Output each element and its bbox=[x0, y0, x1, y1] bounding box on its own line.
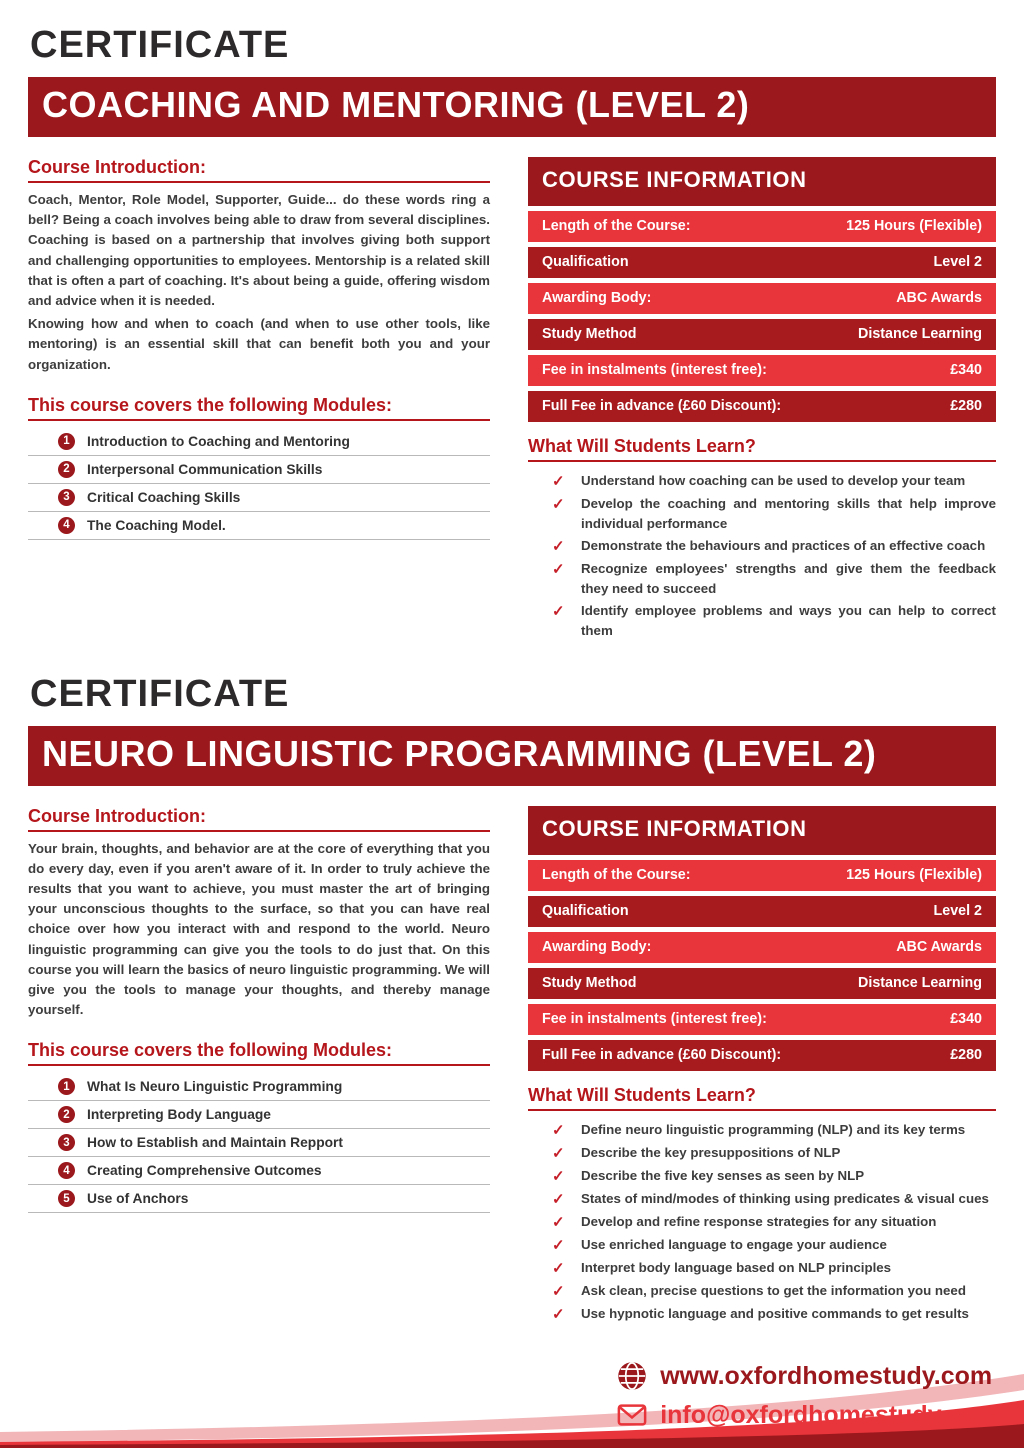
learn-item bbox=[552, 1258, 996, 1279]
website-line bbox=[617, 1361, 992, 1391]
checkmark-icon: ✓ bbox=[552, 602, 565, 620]
module-label: Use of Anchors bbox=[87, 1191, 189, 1207]
course-info-row bbox=[528, 932, 996, 963]
course-info-row bbox=[528, 355, 996, 386]
module-item bbox=[28, 428, 490, 456]
learn-text: Define neuro linguistic programming (NLP) and its key terms bbox=[581, 1121, 966, 1137]
course-info-value: £340 bbox=[950, 1010, 982, 1027]
modules-list bbox=[28, 1073, 490, 1213]
learn-item bbox=[552, 1120, 996, 1141]
learn-text: Use hypnotic language and positive commands to get results bbox=[581, 1305, 969, 1321]
course-title-banner: NEURO LINGUISTIC PROGRAMMING (LEVEL 2) bbox=[28, 726, 996, 786]
module-label: Introduction to Coaching and Mentoring bbox=[87, 433, 350, 449]
website-link[interactable]: www.oxfordhomestudy.com bbox=[660, 1361, 993, 1390]
course-info-row bbox=[528, 860, 996, 891]
course-section-coaching bbox=[28, 24, 996, 643]
learn-item bbox=[552, 536, 996, 557]
learn-text: Describe the five key senses as seen by NLP bbox=[581, 1167, 865, 1183]
course-info-value: £280 bbox=[950, 1046, 982, 1063]
checkmark-icon: ✓ bbox=[552, 560, 565, 578]
learn-text: Use enriched language to engage your audience bbox=[581, 1236, 887, 1252]
course-info-label: Length of the Course: bbox=[542, 866, 691, 883]
left-column bbox=[28, 806, 490, 1214]
learn-item bbox=[552, 1166, 996, 1187]
course-info-label: Awarding Body: bbox=[542, 938, 652, 955]
module-label: Interpersonal Communication Skills bbox=[87, 461, 323, 477]
modules-heading: This course covers the following Modules: bbox=[28, 1040, 490, 1066]
email-line bbox=[617, 1400, 998, 1430]
module-number-badge: 3 bbox=[58, 1134, 75, 1151]
left-column bbox=[28, 157, 490, 540]
intro-paragraph: Coach, Mentor, Role Model, Supporter, Guide... do these words ring a bell? Being a coach involves being able to draw from several disciplines. Coaching is based on a partnership that involves giving both support and challenging opportunities to employees. Mentorship is a related skill that is often a part of coaching. It's about being a guide, offering wisdom and advice when it is needed. bbox=[28, 192, 490, 309]
course-info-row bbox=[528, 319, 996, 350]
learn-item bbox=[552, 1304, 996, 1325]
course-info-label: Full Fee in advance (£60 Discount): bbox=[542, 1046, 782, 1063]
module-item bbox=[28, 512, 490, 540]
learn-text: States of mind/modes of thinking using predicates & visual cues bbox=[581, 1190, 989, 1206]
course-info-row bbox=[528, 211, 996, 242]
course-info-label: Length of the Course: bbox=[542, 218, 691, 234]
learn-text: Recognize employees' strengths and give them the feedback they need to succeed bbox=[581, 560, 996, 596]
course-info-row bbox=[528, 896, 996, 927]
course-section-nlp bbox=[28, 673, 996, 1327]
learn-text: Develop the coaching and mentoring skills that help improve individual performance bbox=[581, 496, 996, 531]
module-number-badge: 3 bbox=[58, 489, 75, 506]
course-information-header: COURSE INFORMATION bbox=[528, 157, 996, 206]
module-number-badge: 2 bbox=[58, 461, 75, 478]
learn-list bbox=[528, 471, 996, 641]
course-info-row bbox=[528, 391, 996, 422]
globe-icon bbox=[617, 1361, 647, 1391]
learn-item bbox=[552, 494, 996, 534]
course-info-label: Qualification bbox=[542, 254, 629, 270]
course-info-value: £280 bbox=[950, 398, 982, 414]
module-label: The Coaching Model. bbox=[87, 517, 226, 533]
course-info-value: 125 Hours (Flexible) bbox=[846, 218, 982, 234]
module-number-badge: 5 bbox=[58, 1190, 75, 1207]
module-label: How to Establish and Maintain Repport bbox=[87, 1135, 344, 1151]
course-intro-heading: Course Introduction: bbox=[28, 806, 490, 832]
checkmark-icon: ✓ bbox=[552, 1190, 565, 1208]
course-info-value: Distance Learning bbox=[858, 974, 982, 991]
checkmark-icon: ✓ bbox=[552, 1121, 565, 1139]
checkmark-icon: ✓ bbox=[552, 537, 565, 555]
module-label: Interpreting Body Language bbox=[87, 1107, 271, 1123]
module-label: What Is Neuro Linguistic Programming bbox=[87, 1079, 343, 1095]
right-column bbox=[528, 806, 996, 1327]
learn-heading: What Will Students Learn? bbox=[528, 436, 996, 462]
intro-paragraph: Knowing how and when to coach (and when to use other tools, like mentoring) is an essential skill that can benefit both you and your organization. bbox=[28, 316, 490, 372]
course-info-label: Qualification bbox=[542, 902, 629, 919]
learn-item bbox=[552, 559, 996, 599]
learn-text: Describe the key presuppositions of NLP bbox=[581, 1144, 841, 1160]
learn-text: Understand how coaching can be used to develop your team bbox=[581, 473, 966, 488]
course-info-row bbox=[528, 283, 996, 314]
certificate-heading: CERTIFICATE bbox=[30, 24, 290, 66]
module-number-badge: 1 bbox=[58, 1078, 75, 1095]
course-info-row bbox=[528, 1040, 996, 1071]
module-label: Critical Coaching Skills bbox=[87, 489, 241, 505]
learn-text: Demonstrate the behaviours and practices of an effective coach bbox=[581, 537, 986, 553]
course-information-header: COURSE INFORMATION bbox=[528, 806, 996, 855]
course-info-value: ABC Awards bbox=[896, 290, 982, 306]
course-info-label: Study Method bbox=[542, 326, 637, 342]
course-intro-heading: Course Introduction: bbox=[28, 157, 490, 183]
checkmark-icon: ✓ bbox=[552, 1213, 565, 1231]
module-number-badge: 1 bbox=[58, 433, 75, 450]
learn-item bbox=[552, 601, 996, 641]
certificate-heading: CERTIFICATE bbox=[30, 672, 290, 715]
footer-contact bbox=[617, 1361, 998, 1430]
checkmark-icon: ✓ bbox=[552, 1144, 565, 1162]
course-info-label: Fee in instalments (interest free): bbox=[542, 362, 767, 378]
checkmark-icon: ✓ bbox=[552, 1167, 565, 1185]
module-item bbox=[28, 1073, 490, 1101]
learn-item bbox=[552, 471, 996, 492]
modules-list bbox=[28, 428, 490, 540]
course-intro-text bbox=[28, 190, 490, 375]
course-info-row bbox=[528, 1004, 996, 1035]
course-info-row bbox=[528, 247, 996, 278]
right-column bbox=[528, 157, 996, 643]
checkmark-icon: ✓ bbox=[552, 473, 565, 490]
learn-text: Interpret body language based on NLP principles bbox=[581, 1259, 892, 1275]
learn-item bbox=[552, 1189, 996, 1210]
checkmark-icon: ✓ bbox=[552, 1259, 565, 1277]
checkmark-icon: ✓ bbox=[552, 1282, 565, 1300]
module-number-badge: 4 bbox=[58, 1162, 75, 1179]
course-info-value: Level 2 bbox=[933, 902, 982, 919]
modules-heading: This course covers the following Modules: bbox=[28, 395, 490, 421]
learn-text: Develop and refine response strategies for any situation bbox=[581, 1213, 937, 1229]
course-information-table bbox=[528, 211, 996, 422]
learn-item bbox=[552, 1143, 996, 1164]
checkmark-icon: ✓ bbox=[552, 1236, 565, 1254]
learn-list bbox=[528, 1120, 996, 1325]
learn-text: Ask clean, precise questions to get the information you need bbox=[581, 1282, 966, 1298]
course-info-row bbox=[528, 968, 996, 999]
checkmark-icon: ✓ bbox=[552, 1305, 565, 1323]
learn-item bbox=[552, 1281, 996, 1302]
course-info-value: Level 2 bbox=[933, 254, 982, 270]
checkmark-icon: ✓ bbox=[552, 496, 565, 513]
course-info-value: £340 bbox=[950, 362, 982, 378]
module-item bbox=[28, 1129, 490, 1157]
course-title-banner: COACHING AND MENTORING (LEVEL 2) bbox=[28, 77, 996, 137]
course-info-label: Fee in instalments (interest free): bbox=[542, 1010, 767, 1027]
module-number-badge: 4 bbox=[58, 517, 75, 534]
course-info-label: Study Method bbox=[542, 974, 637, 991]
module-item bbox=[28, 484, 490, 512]
module-item bbox=[28, 1101, 490, 1129]
learn-item bbox=[552, 1235, 996, 1256]
email-link[interactable]: info@oxfordhomestudy.com bbox=[660, 1400, 998, 1429]
course-intro-text bbox=[28, 839, 490, 1021]
learn-heading: What Will Students Learn? bbox=[528, 1085, 996, 1111]
learn-text: Identify employee problems and ways you can help to correct them bbox=[581, 602, 996, 638]
module-label: Creating Comprehensive Outcomes bbox=[87, 1163, 322, 1179]
module-item bbox=[28, 1157, 490, 1185]
envelope-icon bbox=[617, 1400, 647, 1430]
module-item bbox=[28, 456, 490, 484]
course-info-value: Distance Learning bbox=[858, 326, 982, 342]
course-info-value: 125 Hours (Flexible) bbox=[846, 866, 982, 883]
learn-item bbox=[552, 1212, 996, 1233]
module-item bbox=[28, 1185, 490, 1213]
course-info-label: Awarding Body: bbox=[542, 290, 652, 306]
course-info-value: ABC Awards bbox=[896, 938, 982, 955]
intro-paragraph: Your brain, thoughts, and behavior are at the core of everything that you do every day, even if you aren't aware of it. In order to truly achieve the results that you want to achieve, you must master the art of bringing your unconscious thoughts to the surface, so that you can have real choice over how you interact with and respond to the world. Neuro linguistic programming can give you the tools to do just that. On this course you will learn the basics of neuro linguistic programming. We will give you the tools to manage your thoughts, and thereby manage yourself. bbox=[28, 840, 490, 1018]
course-information-table bbox=[528, 860, 996, 1071]
module-number-badge: 2 bbox=[58, 1106, 75, 1123]
course-info-label: Full Fee in advance (£60 Discount): bbox=[542, 398, 782, 414]
